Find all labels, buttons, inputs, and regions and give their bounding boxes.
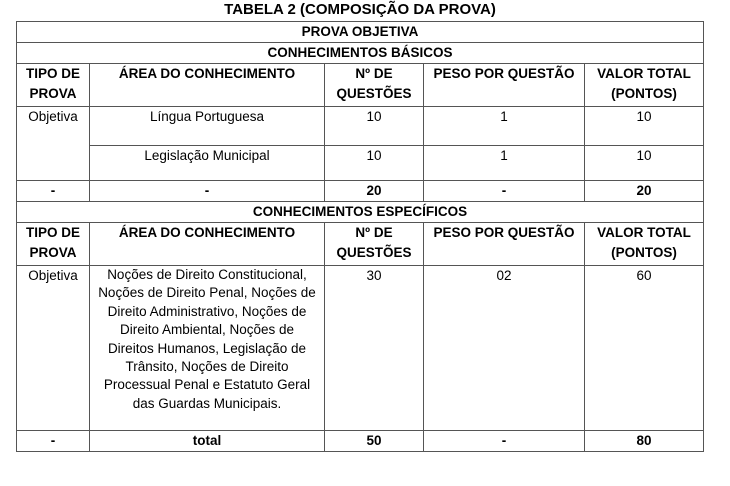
cell-tipo: Objetiva [17,266,90,431]
cell-num: 30 [325,266,424,431]
cell-num: 10 [325,146,424,181]
header-area: ÁREA DO CONHECIMENTO [90,223,325,266]
total-area: - [90,181,325,202]
section-title: PROVA OBJETIVA [17,22,704,43]
total-valor: 20 [585,181,704,202]
header-peso: PESO POR QUESTÃO [424,223,585,266]
cell-valor: 10 [585,107,704,146]
total-num: 50 [325,431,424,452]
cell-tipo: Objetiva [17,107,90,181]
header-valor: VALOR TOTAL (PONTOS) [585,223,704,266]
especificos-total-row [17,431,704,452]
total-peso: - [424,431,585,452]
header-tipo: TIPO DE PROVA [17,223,90,266]
table-row [17,266,704,431]
total-valor: 80 [585,431,704,452]
basicos-total-row [17,181,704,202]
header-tipo: TIPO DE PROVA [17,64,90,107]
total-area: total [90,431,325,452]
section-row [17,22,704,43]
header-area: ÁREA DO CONHECIMENTO [90,64,325,107]
especificos-header-row [17,223,704,266]
total-peso: - [424,181,585,202]
table-row [17,107,704,146]
header-valor: VALOR TOTAL (PONTOS) [585,64,704,107]
basicos-band-row [17,43,704,64]
cell-peso: 02 [424,266,585,431]
cell-peso: 1 [424,146,585,181]
cell-peso: 1 [424,107,585,146]
header-peso: PESO POR QUESTÃO [424,64,585,107]
especificos-title: CONHECIMENTOS ESPECÍFICOS [17,202,704,223]
cell-area: Legislação Municipal [90,146,325,181]
total-tipo: - [17,181,90,202]
cell-valor: 10 [585,146,704,181]
header-num: Nº DE QUESTÕES [325,64,424,107]
total-tipo: - [17,431,90,452]
especificos-band-row [17,202,704,223]
header-num: Nº DE QUESTÕES [325,223,424,266]
cell-area: Língua Portuguesa [90,107,325,146]
basicos-title: CONHECIMENTOS BÁSICOS [17,43,704,64]
cell-area: Noções de Direito Constitucional, Noções de Direito Penal, Noções de Direito Administrativo, Noções de Direito Ambiental, Noções de Direitos Humanos, Legislação de Trânsito, Noções de Direito Processual Penal e Estatuto Geral das Guardas Municipais. [90,266,325,431]
total-num: 20 [325,181,424,202]
composition-table [16,21,704,452]
basicos-header-row [17,64,704,107]
cell-num: 10 [325,107,424,146]
table-row [17,146,704,181]
cell-valor: 60 [585,266,704,431]
table-caption: TABELA 2 (COMPOSIÇÃO DA PROVA) [224,1,496,18]
